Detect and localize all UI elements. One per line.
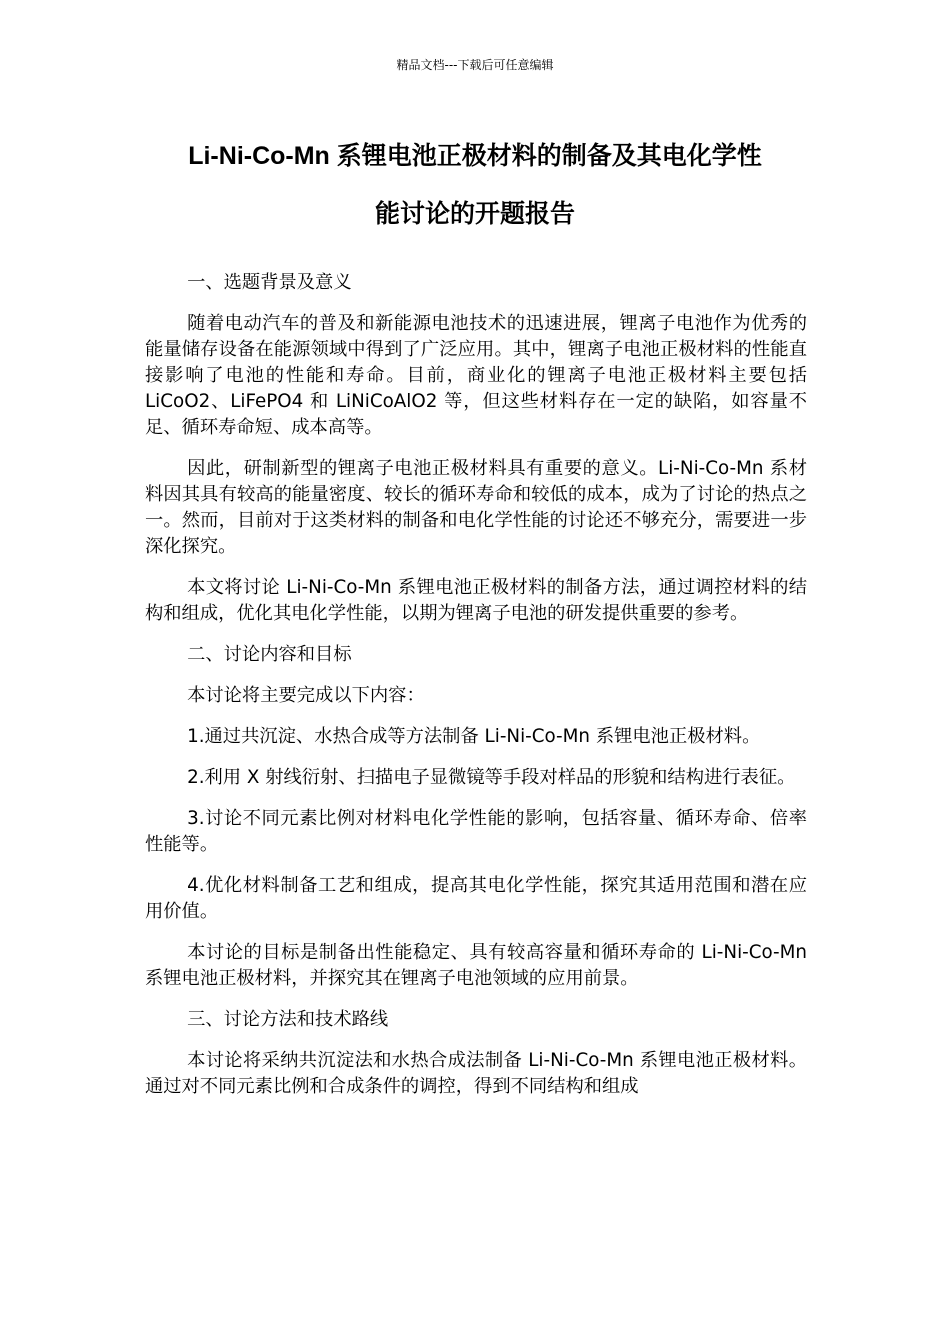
paragraph: 因此，研制新型的锂离子电池正极材料具有重要的意义。Li-Ni-Co-Mn 系材料因其具有较高的能量密度、较长的循环寿命和较低的成本，成为了讨论的热点之一。然而，目前对于这类材料的制备和电化学性能的讨论还不够充分，需要进一步深化探究。 <box>145 458 807 557</box>
paragraph: 随着电动汽车的普及和新能源电池技术的迅速进展，锂离子电池作为优秀的能量储存设备在能源领域中得到了广泛应用。其中，锂离子电池正极材料的性能直接影响了电池的性能和寿命。目前，商业化的锂离子电池正极材料主要包括 LiCoO2、LiFePO4 和 LiNiCoAlO2 等，但这些材料存在一定的缺陷，如容量不足、循环寿命短、成本高等。 <box>145 313 807 438</box>
paragraph: 本讨论的目标是制备出性能稳定、具有较高容量和循环寿命的 Li-Ni-Co-Mn 系锂电池正极材料，并探究其在锂离子电池领域的应用前景。 <box>145 942 807 989</box>
section-heading-background: 一、选题背景及意义 <box>187 272 352 293</box>
paragraph: 本讨论将采纳共沉淀法和水热合成法制备 Li-Ni-Co-Mn 系锂电池正极材料。通过对不同元素比例和合成条件的调控，得到不同结构和组成 <box>145 1050 807 1097</box>
list-item: 3.讨论不同元素比例对材料电化学性能的影响，包括容量、循环寿命、倍率性能等。 <box>145 808 807 855</box>
list-item: 4.优化材料制备工艺和组成，提高其电化学性能，探究其适用范围和潜在应用价值。 <box>145 875 807 922</box>
section-heading-content-goals: 二、讨论内容和目标 <box>187 644 352 665</box>
header-note: 精品文档---下载后可任意编辑 <box>396 58 554 72</box>
document-body <box>145 270 807 1115</box>
list-item: 2.利用 X 射线衍射、扫描电子显微镜等手段对样品的形貌和结构进行表征。 <box>187 767 796 788</box>
section-heading-methods: 三、讨论方法和技术路线 <box>187 1009 389 1030</box>
document-title-line-1: Li-Ni-Co-Mn 系锂电池正极材料的制备及其电化学性 <box>188 142 762 170</box>
paragraph: 本讨论将主要完成以下内容： <box>187 685 425 706</box>
paragraph: 本文将讨论 Li-Ni-Co-Mn 系锂电池正极材料的制备方法，通过调控材料的结构和组成，优化其电化学性能，以期为锂离子电池的研发提供重要的参考。 <box>145 577 807 624</box>
document-title-line-2: 能讨论的开题报告 <box>374 200 575 228</box>
list-item: 1.通过共沉淀、水热合成等方法制备 Li-Ni-Co-Mn 系锂电池正极材料。 <box>187 726 761 747</box>
